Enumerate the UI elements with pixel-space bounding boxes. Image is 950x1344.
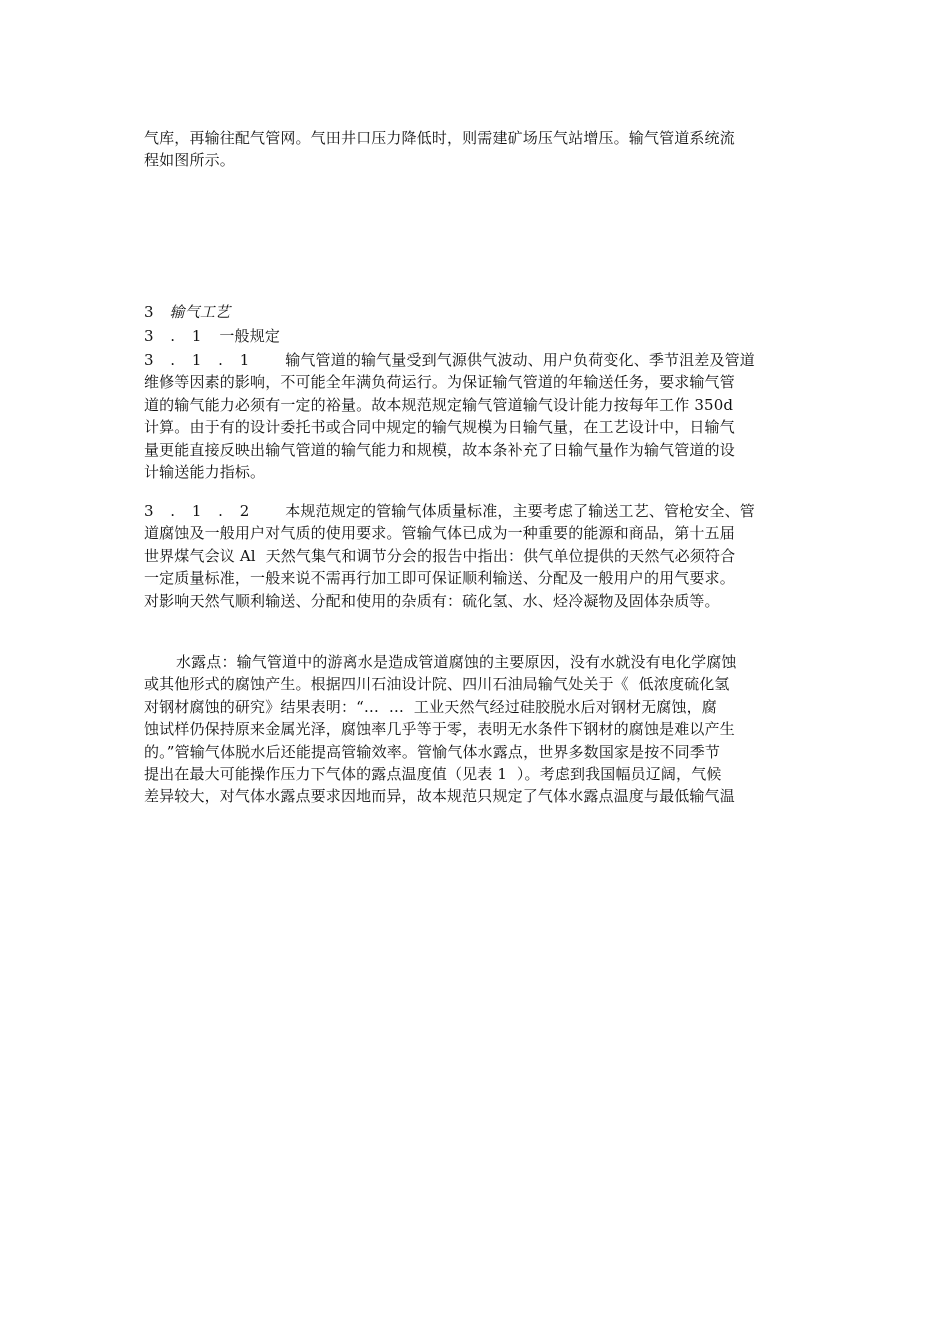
intro-paragraph <box>144 127 812 172</box>
clause-line: 维修等因素的影响，不可能全年满负荷运行。为保证输气管道的年输送任务，要求输气管 <box>144 373 735 392</box>
paragraph-line: 差异较大，对气体水露点要求因地而异，故本规范只规定了气体水露点温度与最低输气温 <box>144 787 735 806</box>
clause-number: 3 . 1 . 2 <box>144 502 256 520</box>
subsection-heading <box>144 325 812 347</box>
paragraph-line: 或其他形式的腐蚀产生。根据四川石油设计院、四川石油局输气处关于《 低浓度硫化氢 <box>144 675 730 694</box>
clause-line: 本规范规定的管输气体质量标准，主要考虑了输送工艺、管枪安全、管 <box>285 502 755 520</box>
clause-line: 计算。由于有的设计委托书或合同中规定的输气规模为日输气量，在工艺设计中，日输气 <box>144 418 735 437</box>
subsection-title: 一般规定 <box>219 327 281 345</box>
clause-number: 3 . 1 . 1 <box>144 351 256 369</box>
clause-3-1-2 <box>144 500 812 612</box>
intro-line: 气库，再输往配气管网。气田井口压力降低时，则需建矿场压气站增压。输气管道系统流 <box>144 129 735 147</box>
section-title: 输气工艺 <box>169 303 231 321</box>
clause-line: 量更能直接反映出输气管道的输气能力和规模，故本条补充了日输气量作为输气管道的设 <box>144 440 735 459</box>
paragraph-line: 的。”管输气体脱水后还能提高管输效率。管愉气体水露点，世界多数国家是按不同季节 <box>144 742 721 761</box>
paragraph-line: 对钢材腐蚀的研究》结果表明：“… … 工业天然气经过硅胶脱水后对钢材无腐蚀，腐 <box>144 697 717 716</box>
section-number: 3 <box>144 303 154 321</box>
intro-line: 程如图所示。 <box>144 151 235 170</box>
water-dew-paragraph <box>144 651 812 808</box>
section-heading <box>144 301 812 323</box>
clause-line: 世界煤气会议 Al 天然气集气和调节分会的报告中指出：供气单位提供的天然气必须符合 <box>144 546 736 565</box>
clause-line: 道腐蚀及一般用户对气质的使用要求。管输气体已成为一种重要的能源和商品，第十五届 <box>144 524 735 543</box>
paragraph-line: 提出在最大可能操作压力下气体的露点温度值（见表 1 ）。考虑到我国幅员辽阔，气候 <box>144 765 722 784</box>
paragraph-line: 蚀试样仍保持原来金属光泽，腐蚀率几乎等于零，表明无水条件下钢材的腐蚀是难以产生 <box>144 720 735 739</box>
clause-3-1-1 <box>144 349 812 483</box>
clause-line: 计输送能力指标。 <box>144 463 266 482</box>
subsection-number: 3 . 1 <box>144 327 208 345</box>
clause-line: 对影响天然气顺利输送、分配和使用的杂质有：硫化氢、水、烃冷凝物及固体杂质等。 <box>144 591 720 610</box>
paragraph-line: 水露点：输气管道中的游离水是造成管道腐蚀的主要原因，没有水就没有电化学腐蚀 <box>176 653 737 671</box>
clause-line: 道的输气能力必须有一定的裕量。故本规范规定输气管道输气设计能力按每年工作 350d <box>144 395 734 414</box>
clause-line: 输气管道的输气量受到气源供气波动、用户负荷变化、季节沮差及管道 <box>285 351 755 369</box>
clause-line: 一定质量标准，一般来说不需再行加工即可保证顺利输送、分配及一般用户的用气要求。 <box>144 569 735 588</box>
